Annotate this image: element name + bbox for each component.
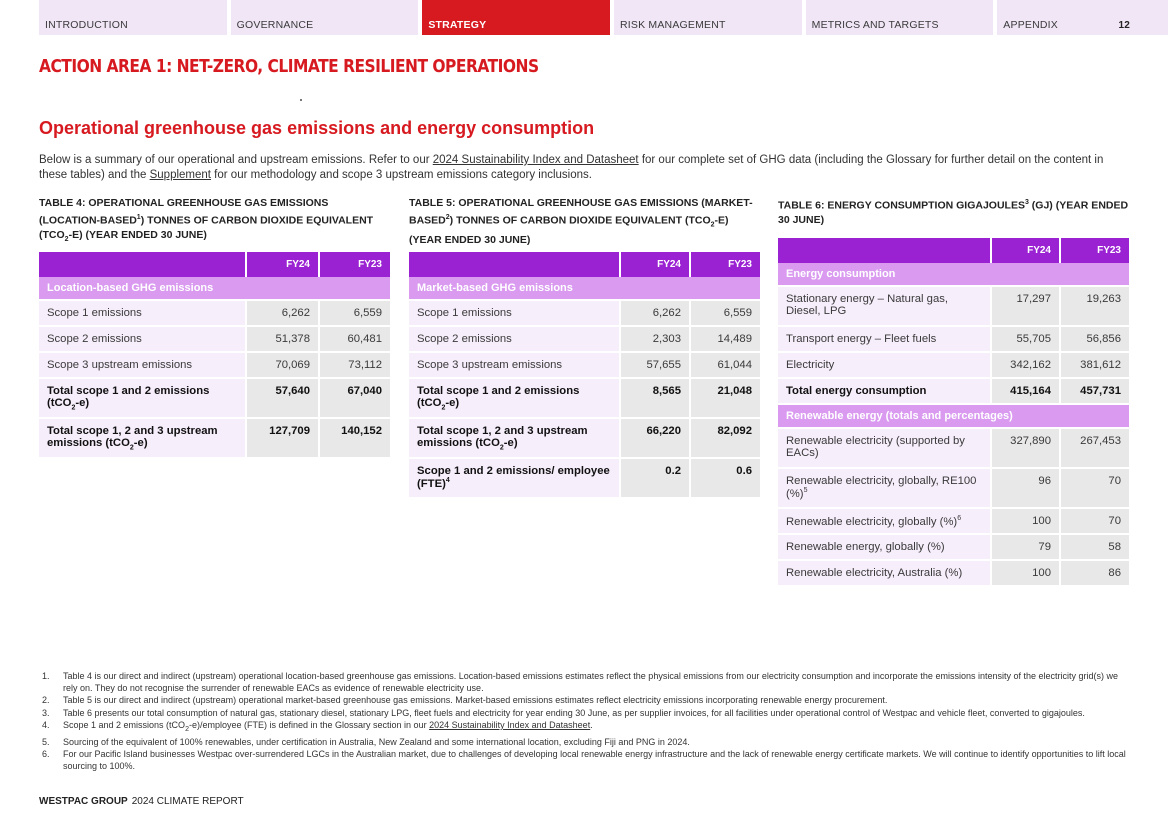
section-title: Operational greenhouse gas emissions and energy consumption — [39, 118, 595, 138]
table-total-row: Total scope 1, 2 and 3 upstream emissions (tCO$_2$-e) 127,709 140,152 — [39, 419, 390, 459]
footnote: 1. Table 4 is our direct and indirect (upstream) operational location-based greenhouse gas emissions. Location-based emissions estimates reflect the physical emissions from our electricity consumption and incorporate the emissions intensity of the electricity grid(s) we rely on. They do not recognise the surrender of renewable EACs as evidence of renewable electricity use. — [42, 671, 1119, 694]
table-row: Scope 2 emissions 51,378 60,481 — [39, 327, 390, 353]
table-row: Transport energy – Fleet fuels 55,705 56,856 — [778, 327, 1129, 353]
footnote: 6. For our Pacific Island businesses Westpac over-surrendered LGCs in the Australian market, due to challenges of developing local renewable energy infrastructure and the lack of renewable energy certificate markets. We will continue to identify opportunities to lift local sourcing to 100%. — [42, 749, 1126, 772]
footnote: 5. Sourcing of the equivalent of 100% renewables, under certification in Australia, New Zealand and some international location, excluding Fiji and PNG in 2024. — [42, 736, 690, 747]
table-5-grid — [409, 252, 760, 499]
table-row: Stationary energy – Natural gas, Diesel, LPG 17,297 19,263 — [778, 287, 1129, 327]
footnote-datasheet-link[interactable]: 2024 Sustainability Index and Datasheet — [429, 719, 591, 730]
page-number: 12 — [1118, 20, 1130, 31]
footnote: 2. Table 5 is our direct and indirect (upstream) operational market-based greenhouse gas emissions. Market-based emissions estimates reflect electricity emissions incorporating renewable energy procurement. — [42, 695, 888, 706]
table-subheader: Energy consumption — [778, 263, 1129, 287]
column-header: FY23 — [1061, 238, 1129, 263]
table-row: Scope 3 upstream emissions 70,069 73,112 — [39, 353, 390, 379]
tab-metrics-and-targets[interactable]: METRICS AND TARGETS — [806, 0, 994, 35]
column-header: FY23 — [691, 252, 760, 277]
footnotes — [42, 670, 1132, 772]
column-header: FY24 — [621, 252, 691, 277]
tab-introduction[interactable]: INTRODUCTION — [39, 0, 227, 35]
page-footer — [39, 796, 244, 807]
table-row: Renewable electricity, globally (%)$^6$ 100 70 — [778, 509, 1129, 535]
tab-strategy[interactable]: STRATEGY — [422, 0, 610, 35]
footer-brand: WESTPAC GROUP — [39, 796, 128, 807]
table-4-caption: TABLE 4: OPERATIONAL GREENHOUSE GAS EMISSIONS (LOCATION-BASED$^1$) TONNES OF CARBON DIOXIDE EQUIVALENT $(TCO_2-E)$ (YEAR ENDED 30 JUNE) — [39, 197, 374, 243]
table-row: Electricity 342,162 381,612 — [778, 353, 1129, 379]
column-header: FY24 — [247, 252, 320, 277]
supplement-link[interactable]: Supplement — [149, 169, 211, 181]
table-row: Scope 1 emissions 6,262 6,559 — [39, 301, 390, 327]
action-area-title: ACTION AREA 1: NET-ZERO, CLIMATE RESILIENT OPERATIONS — [39, 56, 539, 77]
sustainability-index-link[interactable]: 2024 Sustainability Index and Datasheet — [432, 154, 639, 166]
column-header: FY23 — [320, 252, 390, 277]
footnote: 4. Scope 1 and 2 emissions (tCO$_2$-e)/employee (FTE) is defined in the Glossary section in our 2024 Sustainability Index and Datasheet. — [42, 719, 593, 733]
table-total-row: Total scope 1 and 2 emissions (tCO$_2$-e) 57,640 67,040 — [39, 379, 390, 419]
stray-dot — [300, 99, 302, 101]
footer-report: 2024 CLIMATE REPORT — [131, 796, 244, 807]
table-5-caption: TABLE 5: OPERATIONAL GREENHOUSE GAS EMISSIONS (MARKET-BASED$^2$) TONNES OF CARBON DIOXIDE EQUIVALENT $(TCO_2-E)$ (YEAR ENDED 30 JUNE) — [409, 197, 753, 246]
intro-paragraph: Below is a summary of our operational and upstream emissions. Refer to our 2024 Sustainability Index and Datasheet for our complete set of GHG data (including the Glossary for further detail on the content in these tables) and the Supplement for our methodology and scope 3 upstream emissions category inclusions. — [39, 154, 1104, 181]
tab-risk-management[interactable]: RISK MANAGEMENT — [614, 0, 802, 35]
table-subheader: Market-based GHG emissions — [409, 277, 760, 301]
table-row: Renewable electricity, globally, RE100 (%)$^5$ 96 70 — [778, 469, 1129, 509]
column-header: FY24 — [992, 238, 1061, 263]
table-total-row: Total scope 1, 2 and 3 upstream emissions (tCO$_2$-e) 66,220 82,092 — [409, 419, 760, 459]
table-row: Scope 3 upstream emissions 57,655 61,044 — [409, 353, 760, 379]
table-total-row: Total scope 1 and 2 emissions (tCO$_2$-e) 8,565 21,048 — [409, 379, 760, 419]
table-total-row: Scope 1 and 2 emissions/ employee (FTE)$^4$ 0.2 0.6 — [409, 459, 760, 499]
table-row: Renewable electricity (supported by EACs) 327,890 267,453 — [778, 429, 1129, 469]
table-6-grid — [778, 238, 1129, 587]
table-subheader: Location-based GHG emissions — [39, 277, 390, 301]
tab-governance[interactable]: GOVERNANCE — [231, 0, 419, 35]
table-4 — [39, 196, 390, 459]
top-nav — [39, 0, 1168, 35]
table-subheader: Renewable energy (totals and percentages) — [778, 405, 1129, 429]
tab-appendix[interactable]: APPENDIX 12 — [997, 0, 1168, 35]
footnote: 3. Table 6 presents our total consumption of natural gas, stationary diesel, stationary LPG, fleet fuels and electricity for year ending 30 June, as per supplier invoices, for all facilities under operational control of Westpac and vehicle fleet, converted to gigajoules. — [42, 707, 1085, 718]
table-4-grid — [39, 252, 390, 459]
table-row: Scope 1 emissions 6,262 6,559 — [409, 301, 760, 327]
table-row: Renewable energy, globally (%) 79 58 — [778, 535, 1129, 561]
table-5 — [409, 196, 760, 499]
table-row: Renewable electricity, Australia (%) 100 86 — [778, 561, 1129, 587]
table-6 — [778, 196, 1129, 587]
table-row: Scope 2 emissions 2,303 14,489 — [409, 327, 760, 353]
table-total-row: Total energy consumption 415,164 457,731 — [778, 379, 1129, 405]
table-6-caption: TABLE 6: ENERGY CONSUMPTION GIGAJOULES$^3$ (GJ) (YEAR ENDED 30 JUNE) — [778, 199, 1129, 226]
